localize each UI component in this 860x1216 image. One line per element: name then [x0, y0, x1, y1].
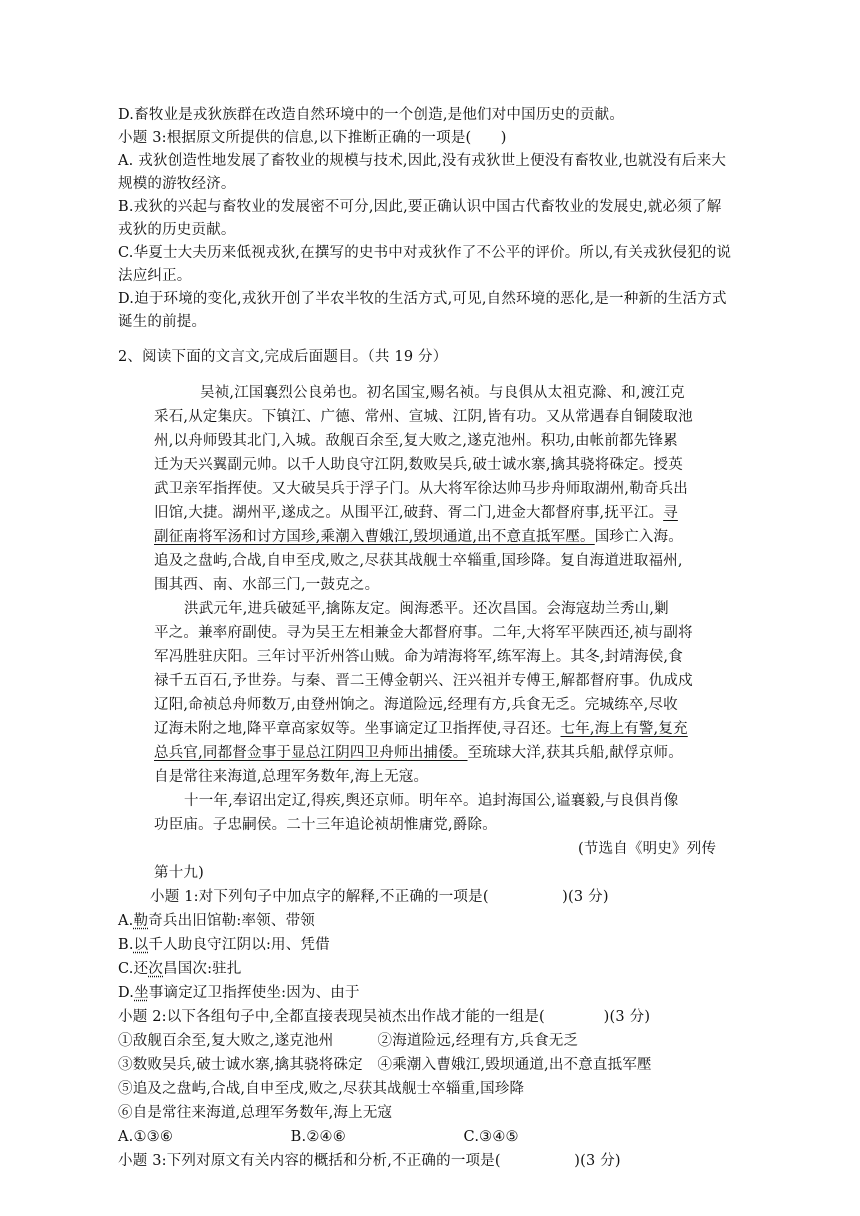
- passage-p2-line-5: 辽阳,命祯总舟师数万,由登州饷之。海道险远,经理有方,兵食无乏。完城练卒,尽收: [154, 697, 678, 713]
- passage-p2-line-7: [154, 742, 683, 764]
- passage-p1-line-5: 武卫亲军指挥使。又大破吴兵于浮子门。从大将军徐达帅马步舟师取湖州,勒奇兵出: [154, 481, 689, 497]
- passage-p2-line-8: 自是常往来海道,总理军务数年,海上无寇。: [154, 769, 429, 785]
- underlined-sentence: 总兵官,同都督佥事于显总江阴四卫舟师出捕倭。: [154, 745, 468, 761]
- option-text: 奇兵出旧馆勒:率领、带领: [148, 913, 315, 929]
- passage-source-2: 第十九): [154, 865, 204, 881]
- passage-p1-line-8: 追及之盘屿,合战,自申至戌,败之,尽获其战舰士卒辎重,国珍降。复自海道进取福州,: [154, 553, 683, 569]
- q1-option-a: [118, 910, 315, 932]
- passage-text: 国珍亡入海。: [594, 529, 683, 545]
- q2-items-line-2: ③数败吴兵,破士诚水寨,擒其骁将硃定 ④乘潮入曹娥江,毁坝通道,出不意直抵军壓: [118, 1057, 652, 1073]
- passage-p3-line-1: 十一年,奉诏出定辽,得疾,舆还京师。明年卒。追封海国公,谥襄毅,与良俱肖像: [184, 793, 679, 809]
- section-2-heading: 2、阅读下面的文言文,完成后面题目。（共 19 分）: [118, 349, 448, 365]
- passage-p2-line-3: 军冯胜驻庆阳。三年讨平沂州答山贼。命为靖海将军,练军海上。其冬,封靖海侯,食: [154, 649, 683, 665]
- option-b-line-2: 戎狄的历史贡献。: [118, 222, 236, 238]
- passage-p1-line-1: 吴祯,江国襄烈公良弟也。初名国宝,赐名祯。与良俱从太祖克滁、和,渡江克: [200, 385, 685, 401]
- question-2-stem: 小题 2:以下各组句子中,全都直接表现吴祯杰出作战才能的一组是( )(3 分): [118, 1009, 651, 1025]
- q1-option-c: [118, 958, 242, 980]
- option-text: 事谪定辽卫指挥使坐:因为、由于: [148, 985, 360, 1001]
- q1-option-d: [118, 982, 360, 1004]
- option-letter: D.: [118, 985, 135, 1001]
- q2-items-line-3: ⑤追及之盘屿,合战,自申至戌,败之,尽获其战舰士卒辎重,国珍降: [118, 1081, 525, 1097]
- dotted-character: 勒: [133, 913, 149, 929]
- option-letter: A.: [118, 913, 134, 929]
- passage-p2-line-1: 洪武元年,进兵破延平,擒陈友定。闽海悉平。还次昌国。会海寇劫兰秀山,剿: [184, 601, 669, 617]
- q2-options: A.①③⑥ B.②④⑥ C.③④⑤: [118, 1129, 519, 1145]
- option-letter: B.: [118, 937, 134, 953]
- q2-items-line-1: ①敌舰百余至,复大败之,遂克池州 ②海道险远,经理有方,兵食无乏: [118, 1033, 579, 1049]
- dotted-character: 以: [133, 937, 149, 953]
- option-d-line-1: D.迫于环境的变化,戎狄开创了半农半牧的生活方式,可见,自然环境的恶化,是一种新的生活方式: [118, 291, 727, 307]
- passage-p2-line-4: 禄千五百石,予世券。与秦、晋二王傅金朝兴、汪兴祖并专傅王,解都督府事。仇成戍: [154, 673, 693, 689]
- dotted-character: 次: [148, 961, 163, 977]
- option-c-line-1: C.华夏士大夫历来低视戎狄,在撰写的史书中对戎狄作了不公平的评价。所以,有关戎狄侵犯的说: [118, 245, 732, 261]
- question-3-stem: 小题 3:根据原文所提供的信息,以下推断正确的一项是( ): [118, 130, 507, 146]
- option-c-line-2: 法应纠正。: [118, 268, 192, 284]
- passage-p3-line-2: 功臣庙。子忠嗣侯。二十三年追论祯胡惟庸党,爵除。: [154, 817, 497, 833]
- q2-items-line-4: ⑥自是常往来海道,总理军务数年,海上无寇: [118, 1105, 393, 1121]
- option-a-line-2: 规模的游牧经济。: [118, 176, 236, 192]
- question-1-stem: 小题 1:对下列句子中加点字的解释,不正确的一项是( )(3 分): [150, 889, 609, 905]
- option-text: 千人助良守江阴以:用、凭借: [148, 937, 330, 953]
- passage-p1-line-6: [154, 502, 678, 524]
- passage-p1-line-4: 迁为天兴翼副元帅。以千人助良守江阴,数败吴兵,破士诚水寨,擒其骁将硃定。授英: [154, 457, 683, 473]
- passage-p2-line-6: [154, 718, 688, 740]
- passage-text: 辽海未附之地,降平章高家奴等。坐事谪定辽卫指挥使,寻召还。: [154, 721, 561, 737]
- passage-source-1: (节选自《明史》列传: [578, 841, 717, 857]
- option-text: 昌国次:驻扎: [163, 961, 242, 977]
- option-d-line-2: 诞生的前提。: [118, 314, 207, 330]
- option-b-line-1: B.戎狄的兴起与畜牧业的发展密不可分,因此,要正确认识中国古代畜牧业的发展史,就必须了解: [118, 199, 722, 215]
- passage-text: 至琉球大洋,获其兵船,献俘京师。: [467, 745, 683, 761]
- option-a-line-1: A. 戎狄创造性地发展了畜牧业的规模与技术,因此,没有戎狄世上便没有畜牧业,也就没有后来大: [118, 153, 727, 169]
- passage-text: 旧馆,大捷。湖州平,遂成之。从围平江,破葑、胥二门,进金大都督府事,抚平江。: [154, 505, 664, 521]
- underlined-sentence: 七年,海上有警,复充: [560, 721, 688, 737]
- underlined-sentence: 副征南将军汤和讨方国珍,乘潮入曹娥江,毁坝通道,出不意直抵军壓。: [154, 529, 595, 545]
- dotted-character: 坐: [134, 985, 149, 1001]
- passage-p1-line-9: 围其西、南、水部三门,一鼓克之。: [154, 577, 380, 593]
- passage-p1-line-3: 州,以舟师毁其北门,入城。敌舰百余至,复大败之,遂克池州。积功,由帐前都先锋累: [154, 433, 678, 449]
- passage-p1-line-2: 采石,从定集庆。下镇江、广德、常州、宣城、江阴,皆有功。又从常遇春自铜陵取池: [154, 409, 693, 425]
- q1-option-b: [118, 934, 330, 956]
- question-3-stem-part2: 小题 3:下列对原文有关内容的概括和分析,不正确的一项是( )(3 分): [118, 1153, 621, 1169]
- option-letter: C.还: [118, 961, 149, 977]
- option-d-line: D.畜牧业是戎狄族群在改造自然环境中的一个创造,是他们对中国历史的贡献。: [118, 107, 625, 123]
- passage-p1-line-7: [154, 526, 683, 548]
- passage-p2-line-2: 平之。兼率府副使。寻为吴王左相兼金大都督府事。二年,大将军平陕西还,祯与副将: [154, 625, 693, 641]
- underlined-sentence: 寻: [663, 505, 678, 521]
